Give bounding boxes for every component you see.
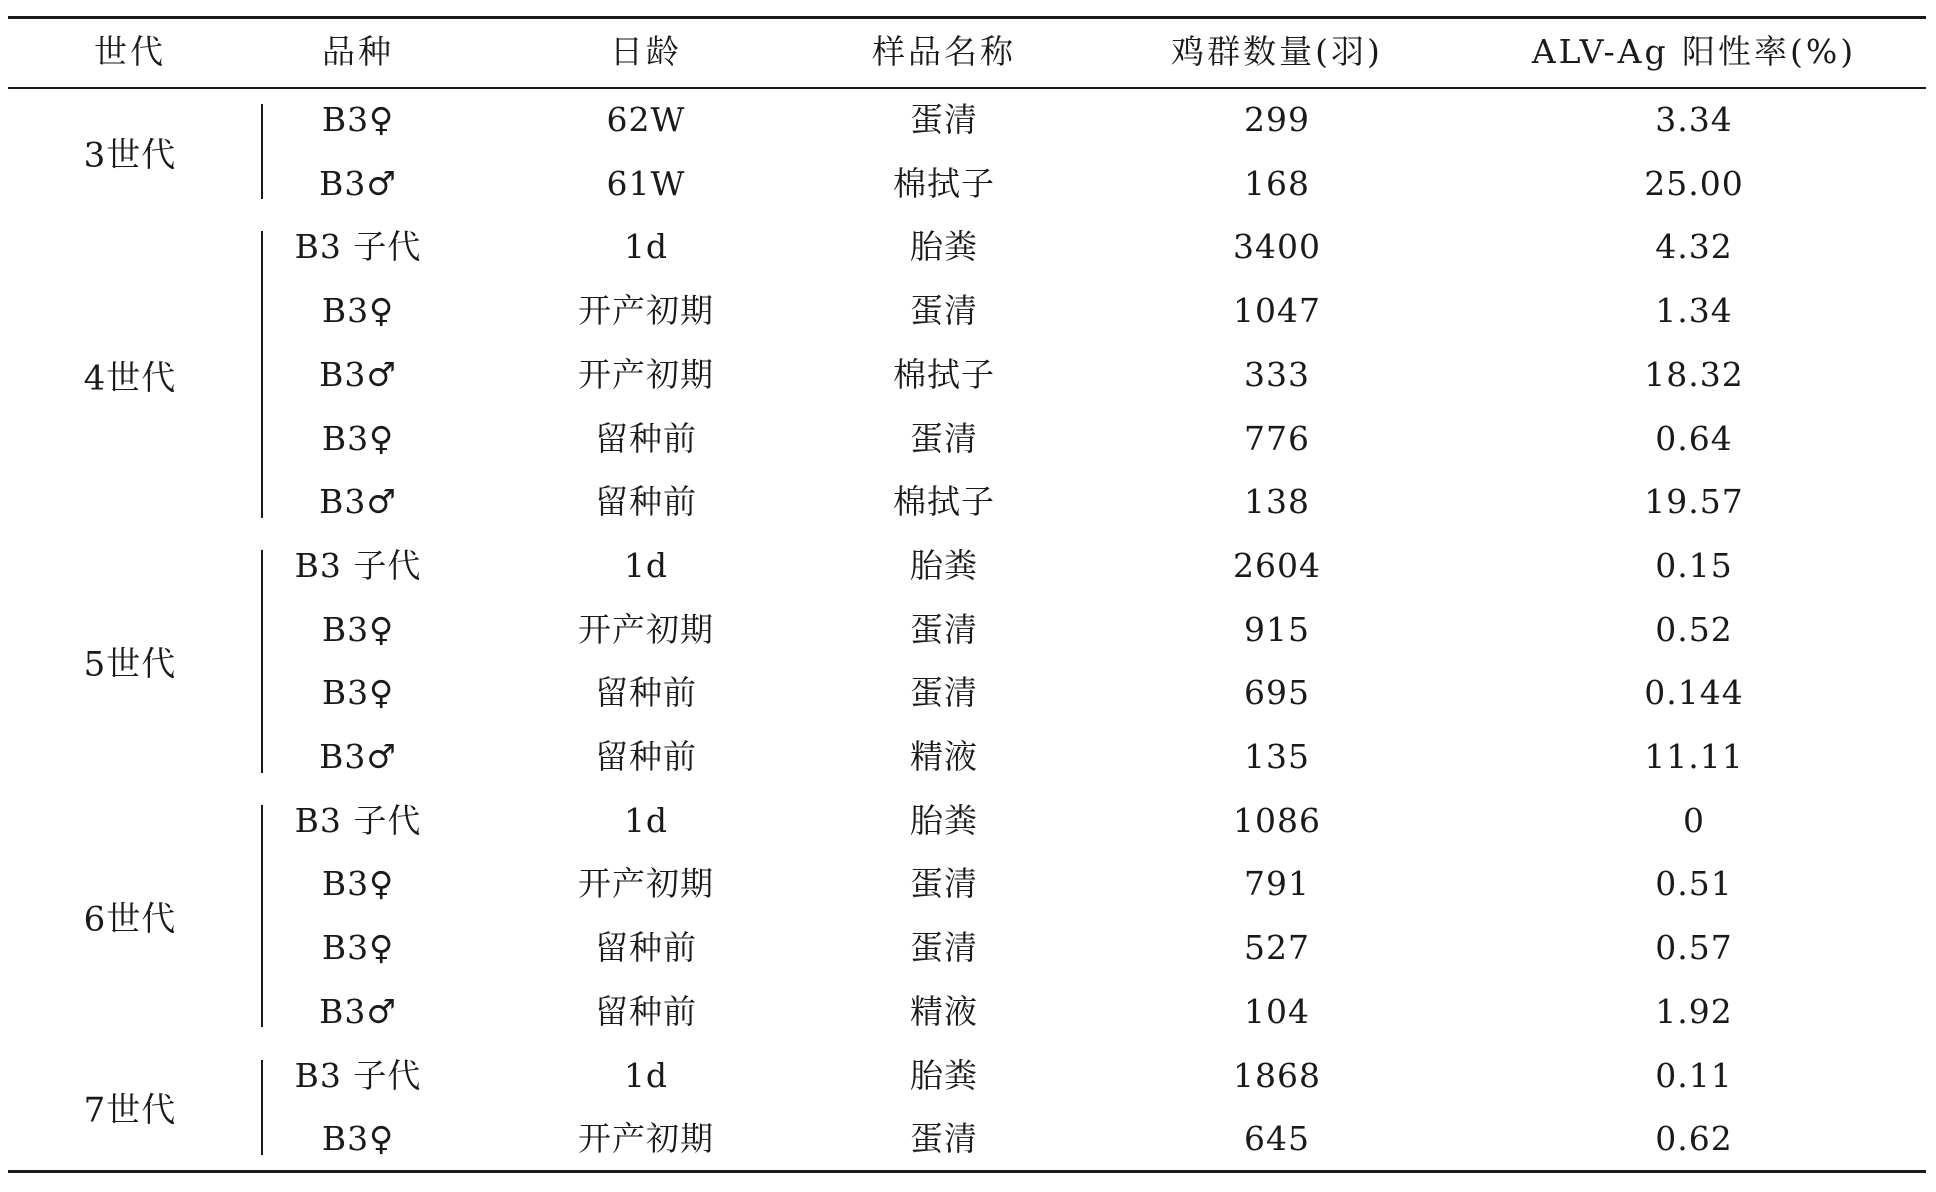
cell-sample: 棉拭子 xyxy=(893,163,995,203)
table-row xyxy=(0,407,1936,471)
cell-age: 61W xyxy=(606,163,686,203)
cell-count: 2604 xyxy=(1233,545,1321,585)
table-row xyxy=(0,980,1936,1044)
cell-rate: 0.15 xyxy=(1655,545,1733,585)
cell-count: 135 xyxy=(1244,737,1310,776)
cell-count: 104 xyxy=(1244,991,1310,1031)
table-row xyxy=(0,725,1936,789)
cell-count: 168 xyxy=(1244,163,1310,203)
generation-label: 7世代 xyxy=(83,1090,177,1131)
cell-age: 开产初期 xyxy=(578,291,714,331)
cell-count: 299 xyxy=(1244,100,1310,139)
group-bracket xyxy=(261,104,263,199)
cell-breed: B3♀ xyxy=(321,100,395,139)
cell-age: 留种前 xyxy=(595,673,697,713)
table-top-rule xyxy=(8,16,1926,19)
cell-rate: 1.92 xyxy=(1655,991,1733,1031)
cell-breed: B3♂ xyxy=(319,354,397,394)
generation-label: 5世代 xyxy=(83,644,177,685)
cell-sample: 棉拭子 xyxy=(893,482,995,522)
table-row xyxy=(0,470,1936,534)
group-bracket xyxy=(261,1060,263,1155)
cell-breed: B3 子代 xyxy=(294,1055,422,1095)
header-age: 日龄 xyxy=(610,32,682,71)
header-rate: ALV-Ag 阳性率(%) xyxy=(1531,32,1857,71)
cell-age: 留种前 xyxy=(595,737,697,776)
table-row xyxy=(0,279,1936,343)
cell-sample: 蛋清 xyxy=(910,864,978,904)
cell-rate: 0.11 xyxy=(1655,1055,1733,1095)
cell-breed: B3♀ xyxy=(321,673,395,713)
cell-count: 333 xyxy=(1244,354,1310,394)
group-bracket xyxy=(261,805,263,1028)
cell-breed: B3♀ xyxy=(321,928,395,968)
cell-sample: 精液 xyxy=(910,737,978,776)
cell-count: 527 xyxy=(1244,928,1310,968)
table-row xyxy=(0,88,1936,152)
cell-age: 62W xyxy=(606,100,686,139)
header-generation: 世代 xyxy=(94,32,166,71)
cell-count: 645 xyxy=(1244,1119,1310,1159)
group-bracket xyxy=(261,550,263,773)
cell-sample: 胎粪 xyxy=(910,227,978,267)
cell-sample: 蛋清 xyxy=(910,291,978,331)
table-row xyxy=(0,598,1936,662)
cell-breed: B3♂ xyxy=(319,991,397,1031)
cell-count: 915 xyxy=(1244,609,1310,649)
cell-age: 开产初期 xyxy=(578,864,714,904)
cell-age: 留种前 xyxy=(595,928,697,968)
table-row xyxy=(0,343,1936,407)
cell-sample: 蛋清 xyxy=(910,673,978,713)
table-body xyxy=(0,88,1936,1170)
cell-sample: 胎粪 xyxy=(910,1055,978,1095)
cell-breed: B3♂ xyxy=(319,482,397,522)
cell-rate: 18.32 xyxy=(1644,354,1744,394)
cell-sample: 胎粪 xyxy=(910,545,978,585)
table-row xyxy=(0,534,1936,598)
cell-rate: 4.32 xyxy=(1655,227,1733,267)
cell-count: 1868 xyxy=(1233,1055,1321,1095)
cell-rate: 0.64 xyxy=(1655,418,1733,458)
cell-sample: 蛋清 xyxy=(910,1119,978,1159)
cell-age: 开产初期 xyxy=(578,354,714,394)
table-bottom-rule xyxy=(8,1170,1926,1173)
cell-rate: 1.34 xyxy=(1655,291,1733,331)
cell-breed: B3 子代 xyxy=(294,800,422,840)
cell-breed: B3♀ xyxy=(321,864,395,904)
cell-breed: B3♀ xyxy=(321,418,395,458)
generation-label: 3世代 xyxy=(83,135,177,176)
table-row xyxy=(0,661,1936,725)
cell-breed: B3♀ xyxy=(321,1119,395,1159)
cell-rate: 3.34 xyxy=(1655,100,1733,139)
cell-rate: 0.62 xyxy=(1655,1119,1733,1159)
cell-sample: 蛋清 xyxy=(910,928,978,968)
header-sample: 样品名称 xyxy=(872,32,1016,71)
cell-rate: 11.11 xyxy=(1644,737,1744,776)
table-row xyxy=(0,916,1936,980)
cell-rate: 0 xyxy=(1683,800,1705,840)
header-breed: 品种 xyxy=(322,32,394,71)
cell-rate: 25.00 xyxy=(1644,163,1744,203)
cell-sample: 棉拭子 xyxy=(893,354,995,394)
group-bracket xyxy=(261,231,263,518)
cell-age: 开产初期 xyxy=(578,1119,714,1159)
cell-sample: 蛋清 xyxy=(910,418,978,458)
cell-rate: 0.57 xyxy=(1655,928,1733,968)
cell-age: 1d xyxy=(623,227,669,267)
table-row xyxy=(0,852,1936,916)
cell-breed: B3 子代 xyxy=(294,545,422,585)
cell-age: 1d xyxy=(623,545,669,585)
cell-age: 1d xyxy=(623,800,669,840)
cell-breed: B3♀ xyxy=(321,609,395,649)
cell-sample: 蛋清 xyxy=(910,609,978,649)
cell-age: 留种前 xyxy=(595,991,697,1031)
table-row xyxy=(0,789,1936,853)
cell-count: 3400 xyxy=(1233,227,1321,267)
table-row xyxy=(0,152,1936,216)
cell-count: 791 xyxy=(1244,864,1310,904)
cell-count: 695 xyxy=(1244,673,1310,713)
cell-sample: 精液 xyxy=(910,991,978,1031)
cell-age: 1d xyxy=(623,1055,669,1095)
cell-age: 留种前 xyxy=(595,482,697,522)
generation-label: 6世代 xyxy=(83,899,177,940)
cell-age: 留种前 xyxy=(595,418,697,458)
cell-breed: B3♂ xyxy=(319,163,397,203)
cell-count: 1086 xyxy=(1233,800,1321,840)
cell-count: 138 xyxy=(1244,482,1310,522)
cell-breed: B3♂ xyxy=(319,737,397,776)
generation-label: 4世代 xyxy=(83,358,177,399)
cell-count: 1047 xyxy=(1233,291,1321,331)
cell-age: 开产初期 xyxy=(578,609,714,649)
cell-rate: 0.52 xyxy=(1655,609,1733,649)
cell-rate: 0.144 xyxy=(1644,673,1744,713)
cell-breed: B3♀ xyxy=(321,291,395,331)
cell-count: 776 xyxy=(1244,418,1310,458)
cell-rate: 19.57 xyxy=(1644,482,1744,522)
table-row xyxy=(0,1107,1936,1171)
cell-sample: 蛋清 xyxy=(910,100,978,139)
cell-breed: B3 子代 xyxy=(294,227,422,267)
table-row xyxy=(0,215,1936,279)
cell-sample: 胎粪 xyxy=(910,800,978,840)
table-row xyxy=(0,1044,1936,1108)
cell-rate: 0.51 xyxy=(1655,864,1733,904)
table-header-row xyxy=(0,20,1936,86)
header-count: 鸡群数量(羽) xyxy=(1171,32,1383,71)
